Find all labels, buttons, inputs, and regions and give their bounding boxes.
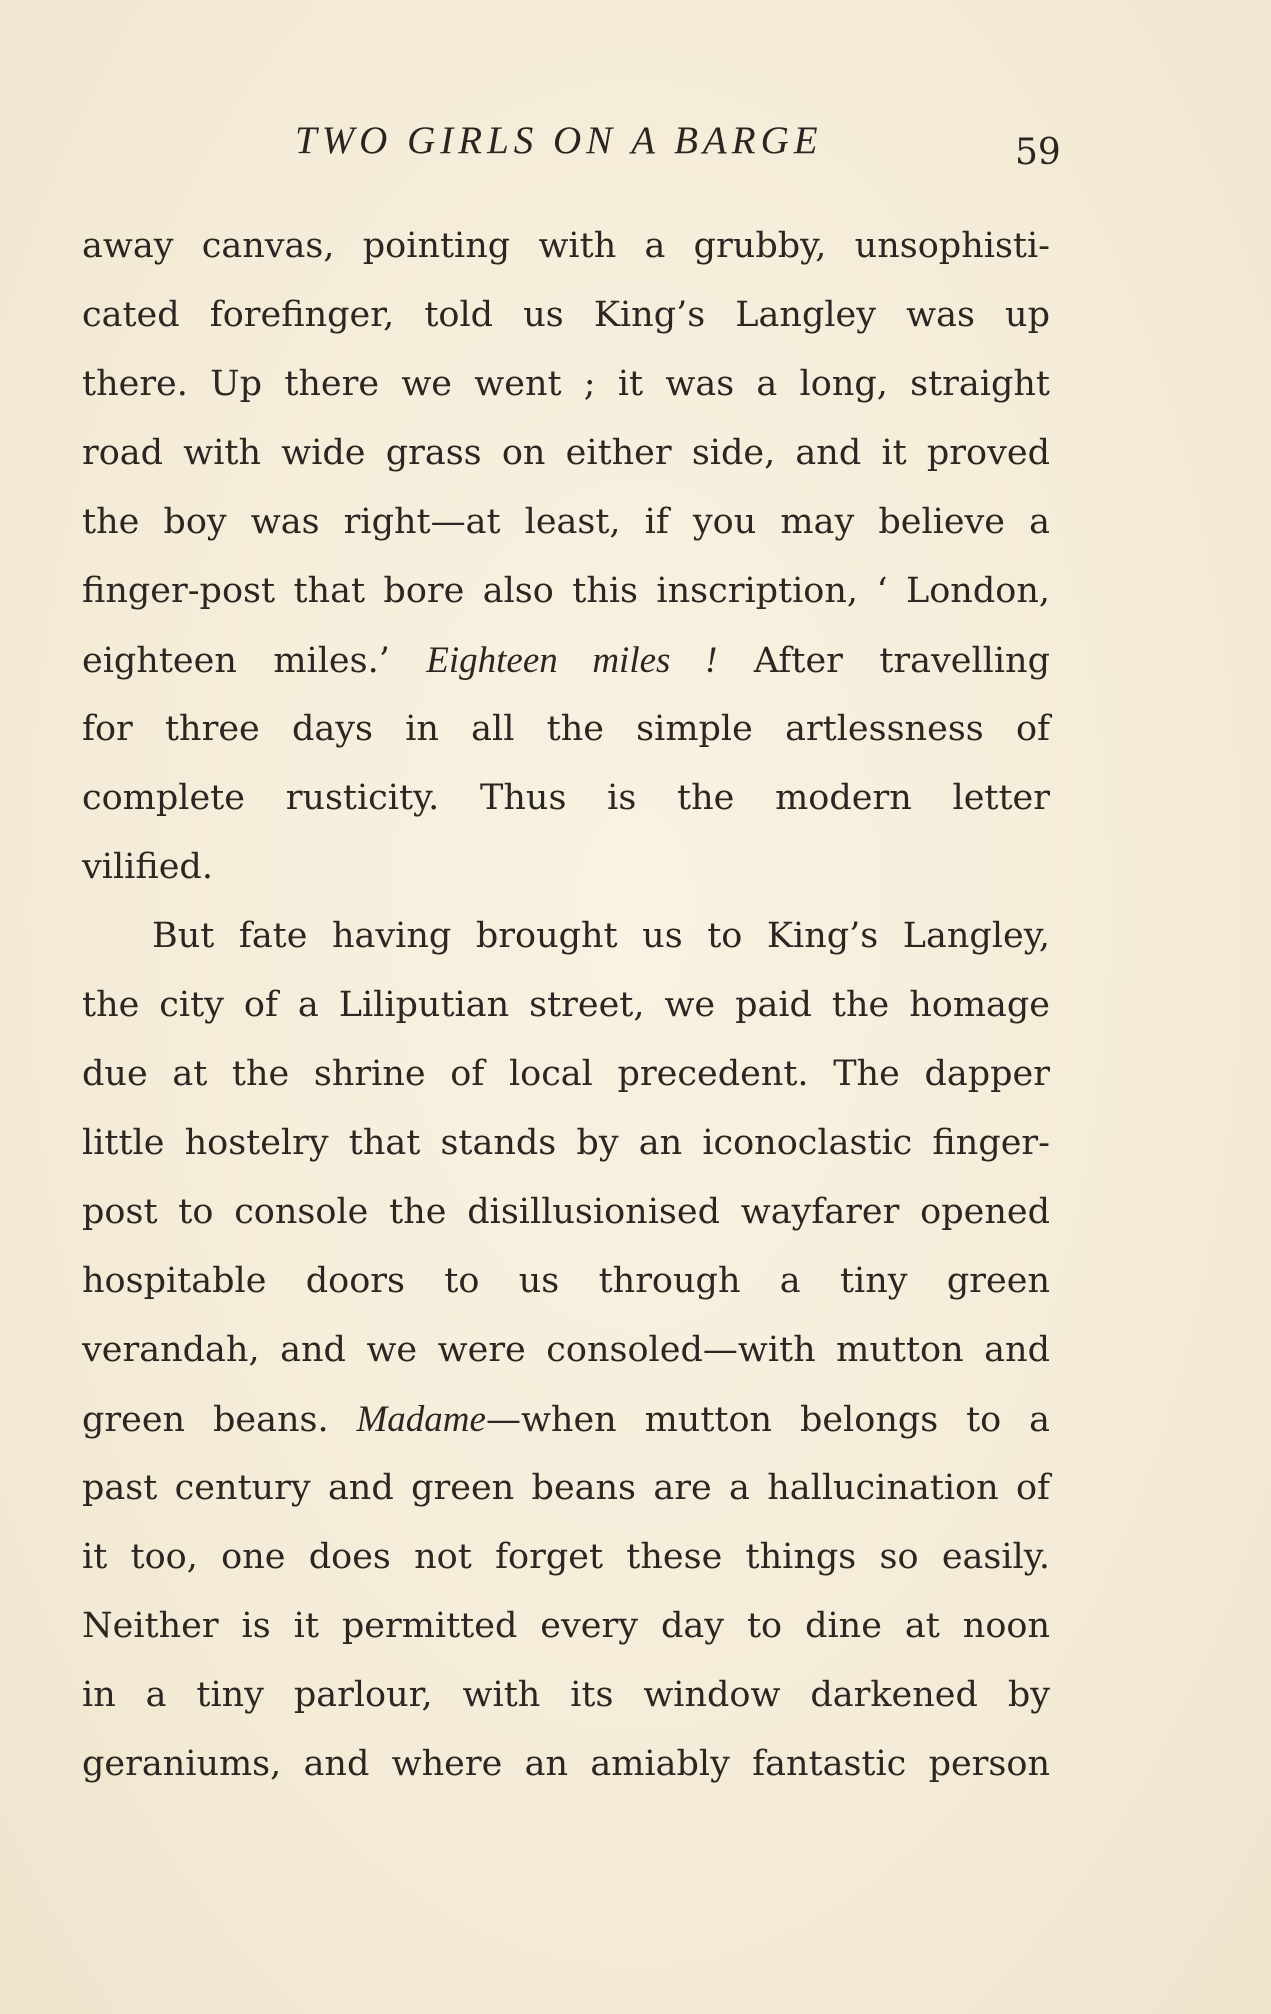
text-line: the city of a Liliputian street, we paid the homage <box>82 985 1050 1025</box>
text-line: finger-post that bore also this inscription, ‘ London, <box>82 571 1050 611</box>
text-line: cated forefinger, told us King’s Langley was up <box>82 295 1050 335</box>
text-line: green beans. Madame—when mutton belongs to a <box>82 1399 1050 1440</box>
text-line: complete rusticity. Thus is the modern letter <box>82 778 1050 818</box>
running-title: TWO GIRLS ON A BARGE <box>295 119 823 162</box>
text-line: the boy was right—at least, if you may believe a <box>82 502 1050 542</box>
text-line: hospitable doors to us through a tiny green <box>82 1261 1050 1301</box>
text-line: in a tiny parlour, with its window darkened by <box>82 1675 1050 1715</box>
italic-phrase: Eighteen miles ! <box>426 640 718 681</box>
italic-phrase: Madame <box>356 1399 486 1440</box>
text-line: for three days in all the simple artlessness of <box>82 709 1050 749</box>
text-line: it too, one does not forget these things so easily. <box>82 1537 1050 1577</box>
text-line: vilified. <box>82 847 213 887</box>
text-line: eighteen miles.’ Eighteen miles ! After travelling <box>82 640 1050 681</box>
text-line: little hostelry that stands by an iconoclastic finger- <box>82 1123 1050 1163</box>
text-line: away canvas, pointing with a grubby, unsophisti- <box>82 226 1050 266</box>
text-line: verandah, and we were consoled—with mutton and <box>82 1330 1050 1370</box>
text-line: past century and green beans are a hallucination of <box>82 1468 1050 1508</box>
text-line: Neither is it permitted every day to dine at noon <box>82 1606 1050 1646</box>
text-line: road with wide grass on either side, and it proved <box>82 433 1050 473</box>
text-line: there. Up there we went ; it was a long, straight <box>82 364 1050 404</box>
text-line: post to console the disillusionised wayfarer opened <box>82 1192 1050 1232</box>
text-line: due at the shrine of local precedent. The dapper <box>82 1054 1050 1094</box>
page-header <box>0 118 1271 178</box>
text-line: But fate having brought us to King’s Langley, <box>152 916 1050 956</box>
body-text <box>82 212 1050 1799</box>
page-number: 59 <box>1015 132 1061 173</box>
text-line: geraniums, and where an amiably fantastic person <box>82 1744 1050 1784</box>
